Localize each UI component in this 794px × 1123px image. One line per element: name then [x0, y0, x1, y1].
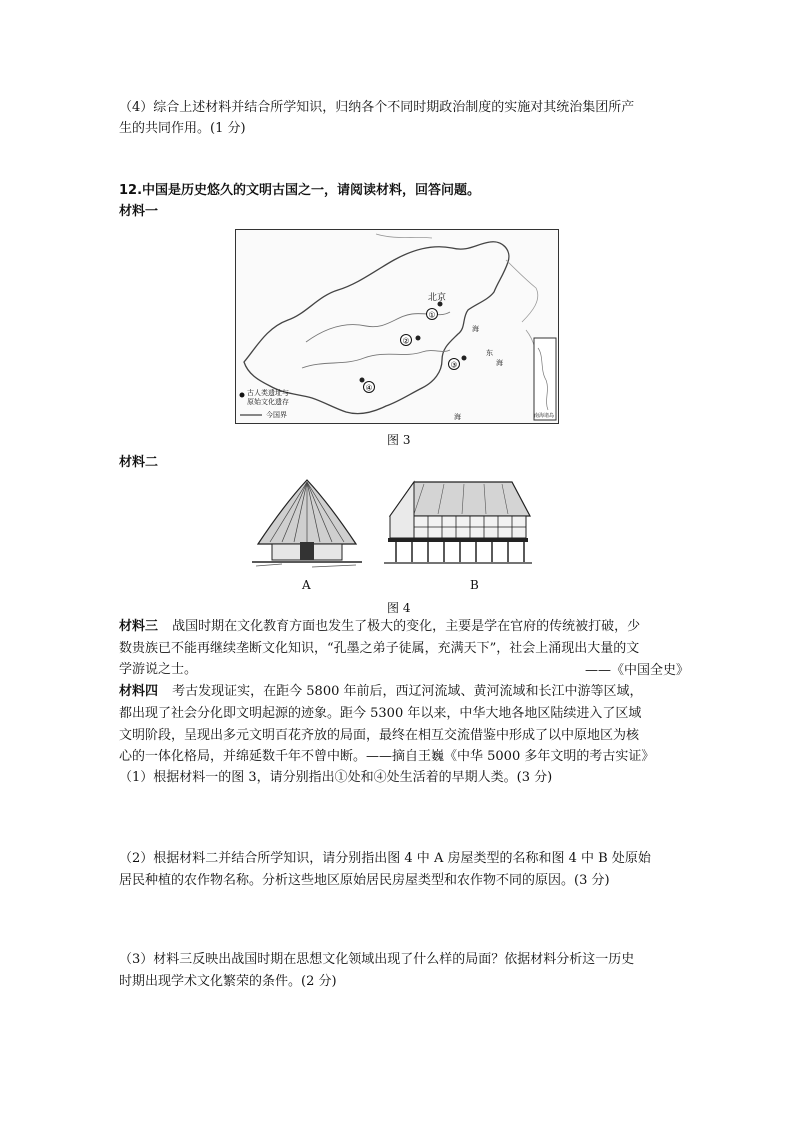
china-map: [235, 229, 559, 424]
border-line: [376, 234, 432, 238]
material4-line4: 心的一体化格局，并绵延数千年不曾中断。——摘自王巍《中华 5000 多年文明的考古实证》: [119, 749, 655, 764]
legend-dot: [240, 393, 245, 398]
material4-text-1: 考古发现证实，在距今 5800 年前后，西辽河流域、黄河流域和长江中游等区域，: [172, 684, 643, 699]
q4-text-line1: （4）综合上述材料并结合所学知识，归纳各个不同时期政治制度的实施对其统治集团所产: [119, 100, 635, 115]
material3-source: ——《中国全史》: [584, 663, 689, 678]
beijing-label: 北京: [428, 293, 447, 303]
border-line: [506, 260, 538, 322]
material4-label: 材料四: [119, 684, 159, 699]
site-marker-1-label: ①: [428, 310, 436, 320]
material3-label: 材料三: [119, 619, 159, 634]
material3-line2: 数贵族已不能再继续垄断文化知识，“孔墨之弟子徒属，充满天下”，社会上涌现出大量的文: [119, 641, 640, 656]
material2-label: 材料二: [119, 455, 159, 470]
material3-line1: [119, 616, 689, 638]
material4-line1: [119, 681, 689, 703]
sub-question-3-line1: （3）材料三反映出战国时期在思想文化领域出现了什么样的局面？依据材料分析这一历史: [119, 952, 635, 967]
picture-a-label: A: [302, 578, 311, 592]
site-dot-2: [416, 336, 421, 341]
sea-label-3: 海: [496, 359, 503, 367]
sub-question-2-line1: （2）根据材料二并结合所学知识，请分别指出图 4 中 A 房屋类型的名称和图 4 中 B 处原始: [119, 851, 651, 866]
legend-label-2: 原始文化遗存: [247, 398, 289, 406]
site-marker-3-label: ③: [450, 360, 458, 370]
material1-label: 材料一: [119, 204, 159, 219]
figure-3-caption: 图 3: [387, 433, 411, 447]
sea-label-4: 海: [454, 413, 461, 421]
site-dot-3: [462, 356, 467, 361]
inset-box: [534, 338, 556, 420]
material3-line3: 学游说之士。: [119, 662, 198, 677]
legend-label-3: 今国界: [266, 411, 287, 419]
material3-text-1: 战国时期在文化教育方面也发生了极大的变化，主要是学在官府的传统被打破，少: [172, 619, 641, 634]
sub-question-3-line2: 时期出现学术文化繁荣的条件。(2 分): [119, 974, 337, 989]
sub-question-2-line2: 居民种植的农作物名称。分析这些地区原始居民房屋类型和农作物不同的原因。(3 分): [119, 873, 610, 888]
legend-label-1: 古人类遗址与: [247, 389, 289, 397]
yangtze-river: [302, 350, 450, 368]
stilt-house-b-image: [384, 476, 532, 571]
sub-question-1: （1）根据材料一的图 3，请分别指出①处和④处生活着的早期人类。(3 分): [119, 770, 553, 785]
picture-b-label: B: [470, 578, 479, 592]
sea-label-2: 东: [486, 349, 493, 357]
site-marker-2-label: ②: [402, 336, 410, 346]
site-marker-4-label: ④: [365, 383, 373, 393]
q12-title: 12.中国是历史悠久的文明古国之一，请阅读材料，回答问题。: [119, 183, 481, 198]
thatched-hut-drawing: [252, 476, 362, 571]
q4-text-line2: 生的共同作用。(1 分): [119, 121, 246, 136]
material4-line2: 都出现了社会分化即文明起源的迹象。距今 5300 年以来，中华大地各地区陆续进入了区域: [119, 706, 642, 721]
sea-label-1: 海: [472, 325, 479, 333]
inset-label: 南海诸岛: [534, 413, 555, 419]
site-dot-4: [360, 378, 365, 383]
material4-line3: 文明阶段，呈现出多元文明百花齐放的局面，最终在相互交流借鉴中形成了以中原地区为核: [119, 728, 640, 743]
figure-4-caption: 图 4: [387, 601, 411, 615]
stilt-house-drawing: [384, 476, 532, 571]
hut-a-image: [252, 476, 362, 571]
